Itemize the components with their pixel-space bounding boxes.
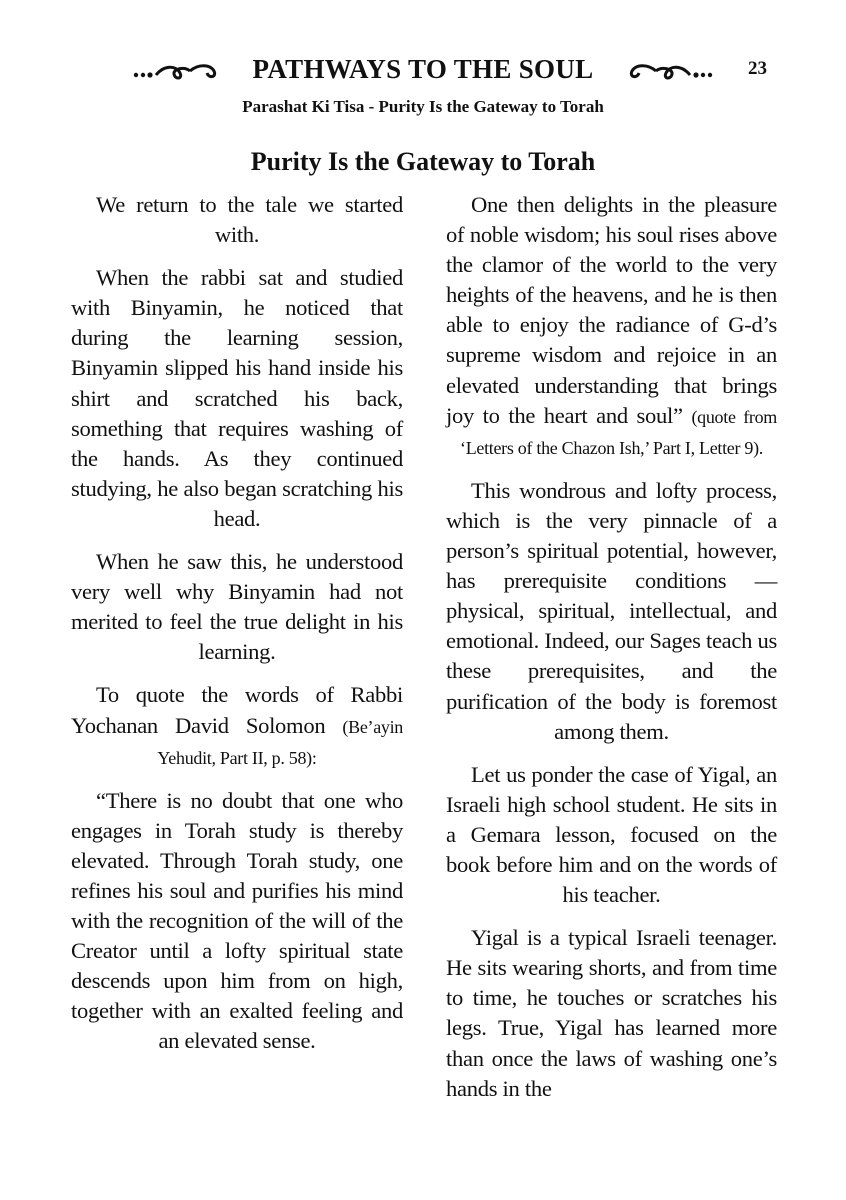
source-reference: (Be’ayin Yehudit, Part II, p. 58):	[157, 716, 403, 768]
right-column	[446, 190, 777, 1117]
source-reference: (quote from ‘Letters of the Chazon Ish,’ Part I, Letter 9).	[460, 406, 777, 458]
paragraph: We return to the tale we started with.	[96, 192, 403, 248]
paragraph: When he saw this, he understood very well why Binyamin had not merited to feel the true delight in his learning.	[71, 549, 403, 665]
paragraph	[446, 190, 777, 463]
paragraph: “There is no doubt that one who engages in Torah study is thereby elevated. Through Torah study, one refines his soul and purifies his mind with the recognition of the will of the Creator until a lofty spiritual state descends upon him from on high, together with an exalted feeling and an elevated sense.	[71, 787, 403, 1054]
paragraph: Yigal is a typical Israeli teenager. He sits wearing shorts, and from time to time, he touches or scratches his legs. True, Yigal has learned more than once the laws of washing one’s hands in the	[446, 925, 777, 1101]
chapter-title: Purity Is the Gateway to Torah	[250, 147, 596, 176]
paragraph	[71, 680, 403, 772]
page-number: 23	[748, 58, 767, 79]
running-header	[0, 52, 846, 88]
running-subtitle: Parashat Ki Tisa - Purity Is the Gateway to Torah	[242, 97, 604, 116]
paragraph: Let us ponder the case of Yigal, an Israeli high school student. He sits in a Gemara lesson, focused on the book before him and on the words of his teacher.	[446, 761, 777, 908]
left-column	[71, 190, 403, 1070]
scroll-ornament-right-icon	[622, 60, 714, 82]
paragraph-text: One then delights in the pleasure of noble wisdom; his soul rises above the clamor of the world to the very heights of the heavens, and he is then able to enjoy the radiance of G-d’s supreme wisdom and rejoice in an elevated understanding that brings joy to the heart and soul”	[446, 192, 777, 428]
paragraph: When the rabbi sat and studied with Binyamin, he noticed that during the learning session, Binyamin slipped his hand inside his shirt and scratched his back, something that requires washing of the hands. As they continued studying, he also began scratching his head.	[71, 265, 403, 531]
paragraph: This wondrous and lofty process, which is the very pinnacle of a person’s spiritual potential, however, has prerequisite conditions — physical, spiritual, intellectual, and emotional. Indeed, our Sages teach us these prerequisites, and the purification of the body is foremost among them.	[446, 477, 777, 744]
book-title: PATHWAYS TO THE SOUL	[252, 54, 594, 84]
paragraph-text: To quote the words of Rabbi Yochanan David Solomon	[71, 682, 403, 738]
